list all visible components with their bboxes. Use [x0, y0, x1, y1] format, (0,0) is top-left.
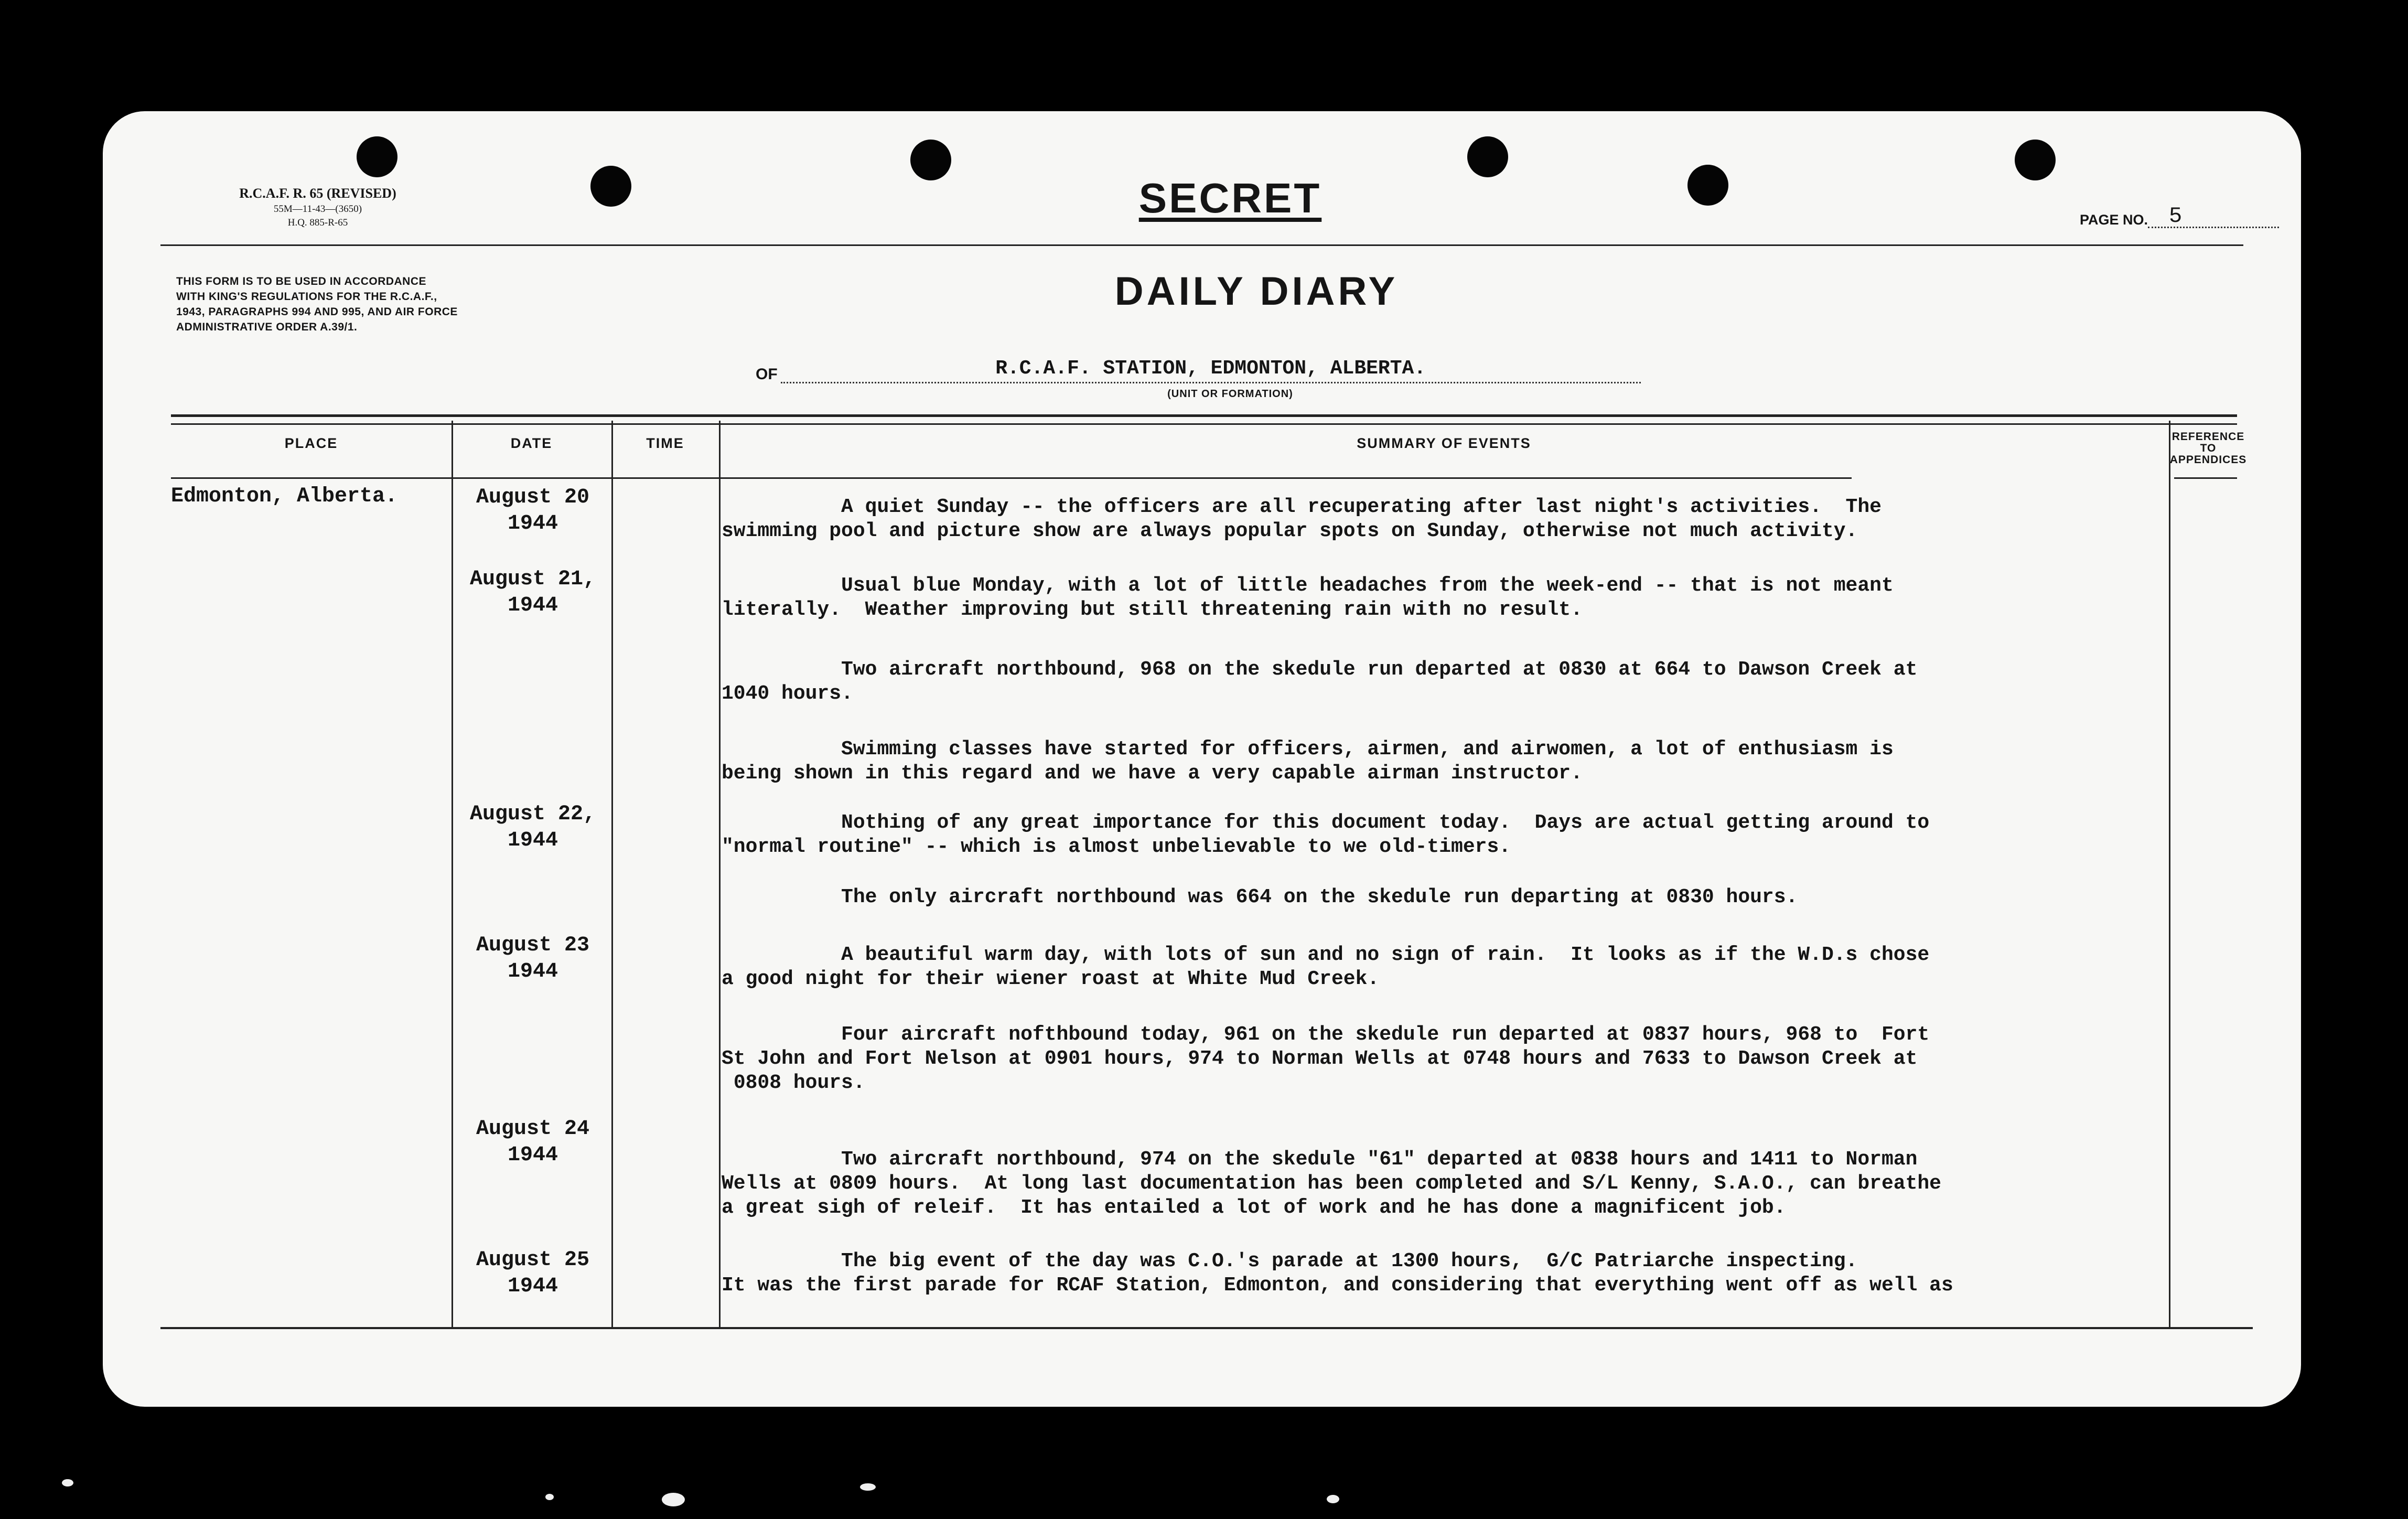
date-entry [454, 933, 611, 985]
diary-sheet [103, 111, 2301, 1407]
entry-line: Four aircraft nofthbound today, 961 on the skedule run departed at 0837 hours, 968 to Fort [722, 1023, 1930, 1046]
entry-line: The only aircraft northbound was 664 on the skedule run departing at 0830 hours. [722, 886, 1798, 908]
entry-line: Swimming classes have started for officers, airmen, and airwomen, a lot of enthusiasm is [722, 738, 1894, 761]
date-line: 1944 [507, 829, 558, 852]
date-entry [454, 566, 611, 619]
date-entry [454, 1116, 611, 1169]
date-line: 1944 [507, 960, 558, 983]
of-label: OF [756, 366, 778, 383]
diary-entry [722, 885, 2179, 910]
dust-speck [662, 1493, 685, 1506]
date-line: August 24 [476, 1117, 590, 1141]
date-entry [454, 1247, 611, 1300]
diary-entry [722, 737, 2179, 786]
punch-hole [1687, 165, 1728, 206]
date-line: 1944 [507, 594, 558, 617]
column-header-time: TIME [646, 435, 684, 451]
diary-entry [722, 1148, 2179, 1220]
page-number-label: PAGE NO. [2080, 212, 2148, 228]
form-number [187, 185, 449, 230]
punch-hole [2015, 140, 2056, 180]
appendices-line: APPENDICES [2169, 454, 2247, 466]
form-number-line: 55M—11-43—(3650) [273, 204, 362, 215]
entry-line: The big event of the day was C.O.'s parade at 1300 hours, G/C Patriarche inspecting. [722, 1250, 1858, 1272]
punch-hole [357, 136, 397, 177]
regulations-line: THIS FORM IS TO BE USED IN ACCORDANCE [176, 275, 427, 287]
column-header-summary: SUMMARY OF EVENTS [1357, 435, 1531, 451]
entry-line: Wells at 0809 hours. At long last documentation has been completed and S/L Kenny, S.A.O., can breathe [722, 1172, 1941, 1195]
entry-line: 0808 hours. [722, 1072, 865, 1094]
place-value: Edmonton, Alberta. [171, 485, 398, 508]
column-divider [611, 421, 613, 1327]
page-number-value: 5 [2148, 206, 2279, 228]
entry-line: a good night for their wiener roast at White Mud Creek. [722, 968, 1380, 990]
regulations-line: ADMINISTRATIVE ORDER A.39/1. [176, 321, 358, 333]
unit-name: R.C.A.F. STATION, EDMONTON, ALBERTA. [781, 358, 1641, 383]
header-underline [452, 477, 1852, 479]
diary-entry [722, 495, 2179, 543]
column-divider [452, 421, 453, 1327]
appendices-line: REFERENCE TO [2172, 431, 2245, 454]
regulations-line: WITH KING'S REGULATIONS FOR THE R.C.A.F., [176, 291, 437, 303]
punch-hole [1467, 136, 1508, 177]
date-line: August 20 [476, 486, 590, 509]
entry-line: Nothing of any great importance for this document today. Days are actual getting around to [722, 811, 1930, 834]
entry-line: Two aircraft northbound, 974 on the skedule "61" departed at 0838 hours and 1411 to Norman [722, 1148, 1918, 1171]
diary-entry [722, 943, 2179, 991]
page-title: DAILY DIARY [1114, 269, 1399, 314]
dust-speck [545, 1494, 554, 1500]
entry-line: literally. Weather improving but still threatening rain with no result. [722, 598, 1583, 621]
column-header-date: DATE [510, 435, 553, 451]
punch-hole [910, 140, 951, 180]
date-entry [454, 485, 611, 537]
date-line: August 22, [469, 803, 596, 826]
date-line: August 21, [469, 568, 596, 591]
diary-entry [722, 811, 2179, 859]
date-line: 1944 [507, 512, 558, 536]
entry-line: Usual blue Monday, with a lot of little headaches from the week-end -- that is not meant [722, 574, 1894, 597]
header-rule [160, 244, 2243, 246]
column-header-appendices [2169, 431, 2248, 466]
diary-entry [722, 574, 2179, 622]
diary-entry [722, 1023, 2179, 1095]
diary-entry [722, 658, 2179, 706]
entry-line: St John and Fort Nelson at 0901 hours, 974 to Norman Wells at 0748 hours and 7633 to Dawson Creek at [722, 1047, 1918, 1070]
table-top-rule [171, 414, 2237, 425]
entry-line: A quiet Sunday -- the officers are all recuperating after last night's activities. The [722, 496, 1882, 518]
entry-line: a great sigh of releif. It has entailed a lot of work and he has done a magnificent job. [722, 1196, 1786, 1219]
entry-line: swimming pool and picture show are always popular spots on Sunday, otherwise not much activity. [722, 520, 1858, 542]
page-number [2080, 206, 2279, 228]
unit-row [756, 358, 1641, 383]
regulations-note [176, 274, 596, 335]
entry-line: It was the first parade for RCAF Station, Edmonton, and considering that everything went off as well as [722, 1274, 1953, 1297]
column-divider [719, 421, 721, 1327]
table-bottom-rule [160, 1327, 2253, 1329]
entry-line: "normal routine" -- which is almost unbelievable to we old-timers. [722, 836, 1511, 858]
header-underline [171, 477, 452, 479]
date-line: 1944 [507, 1143, 558, 1167]
punch-hole [590, 166, 631, 207]
header-underline [2174, 477, 2237, 479]
date-line: August 23 [476, 934, 590, 957]
entry-line: Two aircraft northbound, 968 on the skedule run departed at 0830 at 664 to Dawson Creek at [722, 658, 1918, 681]
dust-speck [1327, 1495, 1339, 1503]
dust-speck [62, 1479, 73, 1486]
column-header-place: PLACE [284, 435, 338, 451]
date-line: 1944 [507, 1275, 558, 1298]
form-number-line: R.C.A.F. R. 65 (REVISED) [239, 186, 396, 201]
entry-line: being shown in this regard and we have a very capable airman instructor. [722, 762, 1583, 785]
secret-stamp: SECRET [1138, 175, 1322, 221]
entry-line: A beautiful warm day, with lots of sun and no sign of rain. It looks as if the W.D.s chose [722, 944, 1930, 966]
date-line: August 25 [476, 1248, 590, 1272]
dust-speck [860, 1483, 876, 1491]
regulations-line: 1943, PARAGRAPHS 994 AND 995, AND AIR FORCE [176, 306, 458, 318]
unit-caption: (UNIT OR FORMATION) [1167, 388, 1293, 400]
date-entry [454, 801, 611, 854]
entry-line: 1040 hours. [722, 682, 853, 705]
form-number-line: H.Q. 885-R-65 [287, 217, 348, 228]
diary-entry [722, 1249, 2179, 1298]
